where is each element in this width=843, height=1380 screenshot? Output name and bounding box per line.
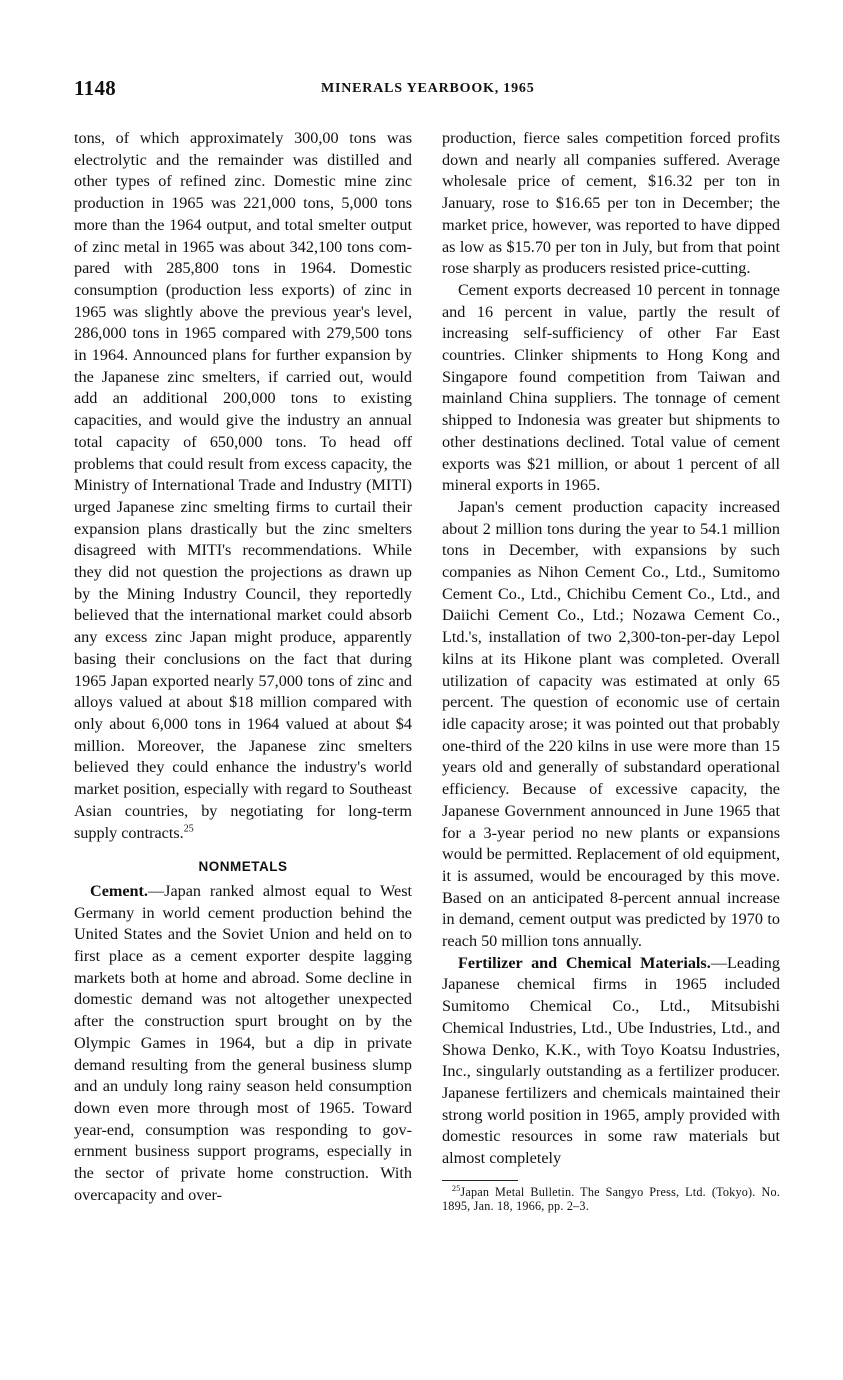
footnote-divider — [442, 1180, 518, 1181]
left-column — [74, 128, 412, 1206]
footnote-text: Japan Metal Bulletin. The Sangyo Press, Ltd. (Tokyo). No. 1895, Jan. 18, 1966, pp. 2–3. — [442, 1184, 780, 1214]
page-number: 1148 — [74, 76, 117, 100]
fertilizer-run-in-heading: Fertilizer and Chemical Materials. — [458, 953, 711, 972]
footnote-number: 25 — [452, 1183, 461, 1193]
running-title: MINERALS YEARBOOK, 1965 — [321, 81, 535, 96]
cement-run-in-heading: Cement. — [90, 881, 148, 900]
right-column — [442, 128, 780, 1214]
zinc-continuation-paragraph — [74, 128, 412, 844]
paragraph-text: —Japan ranked almost equal to West Germany in world cement production behind the United States and the Soviet Union and held on to first place as a cement exporter despite lagging markets both at home and abroad. Some decline in domestic demand was not altogether unexpected after the construction spurt brought on by the Olympic Games in 1964, but a dip in private demand resulting from the general business slump and an unduly long rainy season held consumption down even more through most of 1965. Toward year-end, consumption was responding to government business support programs, especially in the sector of private home construction. With overcapacity and over- — [74, 881, 412, 1204]
section-heading-nonmetals: NONMETALS — [198, 859, 288, 875]
cement-capacity-paragraph: Japan's cement production capacity increased about 2 million tons during the year to 54.1 million tons in December, with expansions by such companies as Nihon Cement Co., Ltd., Sumitomo Cement Co., Ltd., Chichibu Cement Co., Ltd., and Daiichi Cement Co., Ltd.; Nozawa Cement Co., Ltd.'s, installation of two 2,300-ton-per-day Lepol kilns at its Hikone plant was completed. Overall utilization of capacity was estimated at only 65 percent. The question of economic use of certain idle capacity arose; it was pointed out that probably one-third of the 220 kilns in use were more than 15 years old and generally of substandard operational efficiency. Because of excessive capacity, the Japanese Government announced in June 1965 that for a 3-year period no new plants or expansions would be permitted. Replacement of old equipment, it is assumed, would be encouraged by this move. Based on an anticipated 8-percent annual increase in demand, cement output was predicted by 1970 to reach 50 million tons annually. — [442, 497, 780, 951]
cement-exports-paragraph: Cement exports decreased 10 percent in tonnage and 16 percent in value, partly the result of increasing self-sufficiency of other Far East countries. Clinker shipments to Hong Kong and Singapore found competition from Taiwan and mainland China suppliers. The tonnage of cement shipped to Indonesia was greater but shipments to other destinations declined. Total value of cement exports was $21 million, or about 1 percent of all mineral exports in 1965. — [442, 280, 780, 495]
paragraph-text: —Leading Japanese chemical firms in 1965 included Sumitomo Chemical Co., Ltd., Mitsubishi Chemical Industries, Ltd., Ube Industries, Ltd., and Showa Denko, K.K., with Toyo Koatsu Industries, Inc., singularly outstanding as a fertilizer producer. Japanese fertilizers and chemicals maintained their strong world position in 1965, amply provided with domestic resources in some raw materials but almost completely — [442, 953, 780, 1168]
fertilizer-paragraph — [442, 953, 780, 1170]
cement-continuation-paragraph: production, fierce sales competition forced profits down and nearly all companies suffered. Average wholesale price of cement, $16.32 per ton in January, rose to $16.65 per ton in December; the market price, however, was reported to have dipped as low as $15.70 per ton in July, but from that point rose sharply as producers resisted price-cutting. — [442, 129, 780, 278]
paragraph-text: tons, of which approximately 300,00 tons was electrolytic and the remainder was distilled and other types of refined zinc. Domestic mine zinc production in 1965 was 221,000 tons, 5,000 tons more than the 1964 output, and total smelter output of zinc metal in 1965 was about 342,100 tons compared with 285,800 tons in 1964. Domestic consumption (production less exports) of zinc in 1965 was slightly above the previous year's level, 286,000 tons in 1965 compared with 279,500 tons in 1964. Announced plans for further expansion by the Japanese zinc smelters, if carried out, would add an additional 200,000 tons to existing capacities, and would give the industry an annual total capacity of 650,000 tons. To head off problems that could result from excess capacity, the Ministry of International Trade and Industry (MITI) urged Japanese zinc smelting firms to curtail their expansion plans drastically but the zinc smelters disagreed with MITI's recommendations. While they did not question the projections as drawn up by the Mining Industry Council, they reportedly believed that the international market could absorb any excess zinc Japan might produce, apparently basing their conclusions on the fact that during 1965 Japan exported nearly 57,000 tons of zinc and alloys valued at about $18 million compared with only about 6,000 tons in 1964 valued at about $4 million. Moreover, the Japanese zinc smelters believed they could enhance the industry's world market position, especially with regard to Southeast Asian countries, by negotiating for long-term supply contracts. — [74, 129, 412, 842]
page-header — [74, 76, 788, 106]
footnote-reference: 25 — [183, 823, 194, 835]
cement-paragraph — [74, 881, 412, 1207]
footnote — [442, 1185, 780, 1214]
